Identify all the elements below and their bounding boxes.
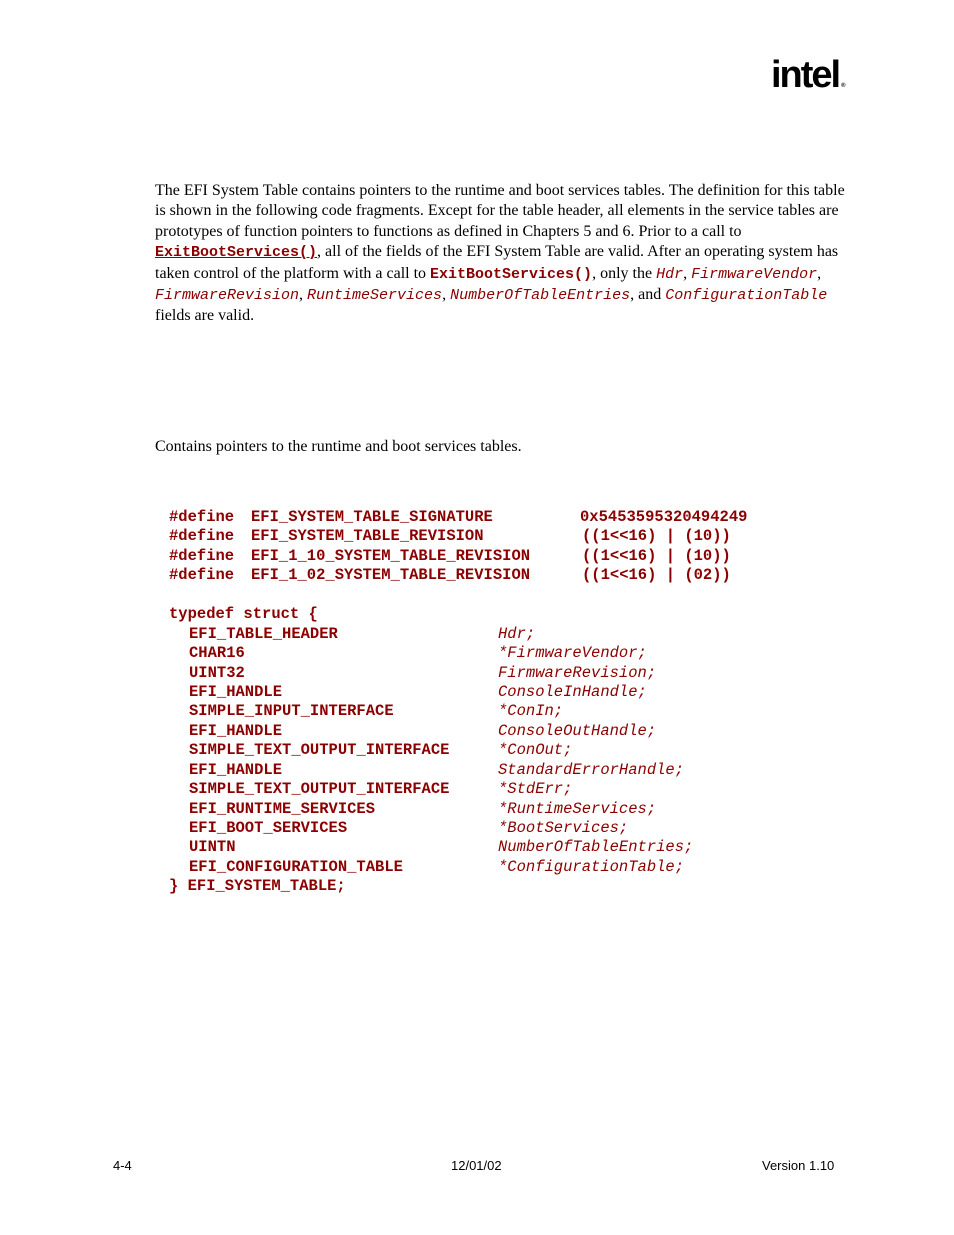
field-firmware-vendor: FirmwareVendor: [691, 265, 818, 283]
registered-mark: ®: [841, 83, 846, 89]
field-hdr: Hdr: [656, 265, 684, 283]
field-firmware-revision: FirmwareRevision: [155, 287, 300, 305]
footer-date: 12/01/02: [451, 1158, 502, 1173]
field-configuration-table: ConfigurationTable: [665, 287, 828, 305]
intro-paragraph: The EFI System Table contains pointers to the runtime and boot services tables. The definition for this table is shown in the following code fragments. Except for the table header, all elements in the service tables are prototypes of function pointers to functions as defined in Chapters 5 and 6. Prior to a call to ExitBootServices(), all of the fields of the EFI System Table are valid. After an operating system has taken control of the platform with a call to ExitBootServices(), only the Hdr, FirmwareVendor, FirmwareRevision, RuntimeServices, NumberOfTableEntries, and ConfigurationTable fields are valid.: [155, 182, 845, 325]
field-runtime-services: RuntimeServices: [307, 287, 443, 305]
footer-version: Version 1.10: [762, 1158, 835, 1173]
page-number: 4-4: [113, 1158, 132, 1173]
exit-boot-services-link-1[interactable]: ExitBootServices(): [155, 244, 318, 262]
field-number-of-table-entries: NumberOfTableEntries: [450, 287, 631, 305]
exit-boot-services-link-2[interactable]: ExitBootServices(): [430, 265, 593, 283]
summary-description: Contains pointers to the runtime and boot services tables.: [155, 438, 522, 455]
intel-logo: intel ®: [771, 54, 846, 96]
